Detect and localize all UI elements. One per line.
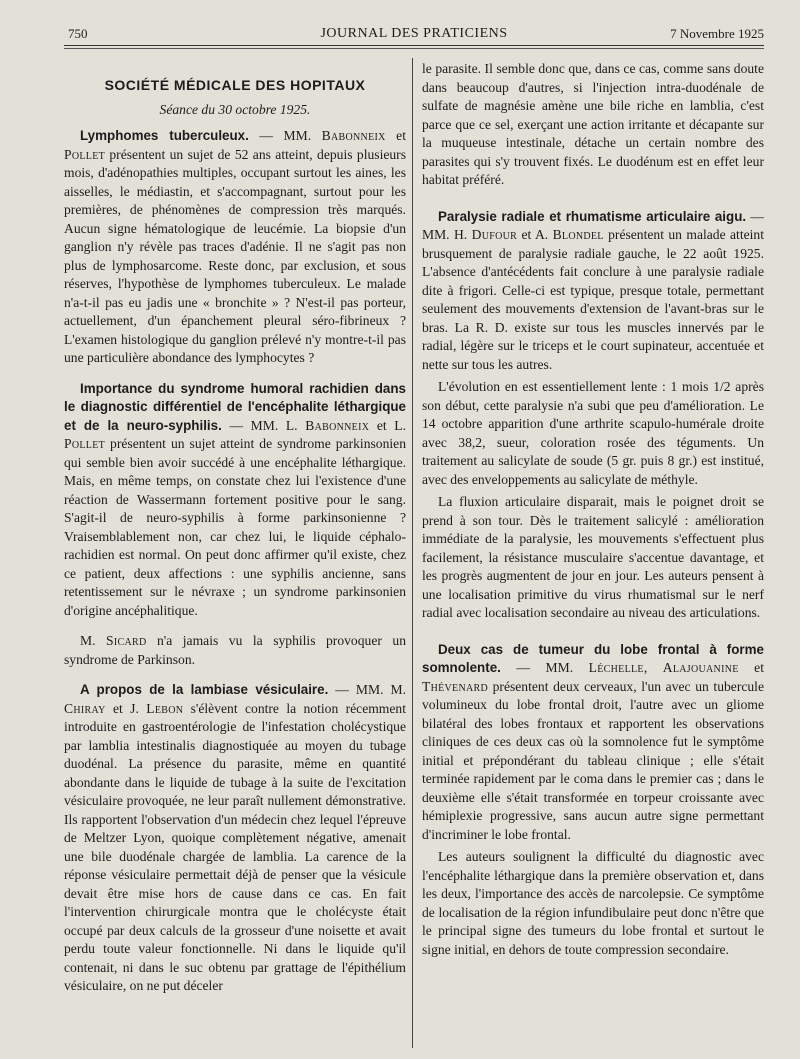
article-continuation: le parasite. Il semble donc que, dans ce cas, comme sans doute dans beaucoup d'autres, si l'injection intra-duodénale de sulfate de magnésie amène une bile riche en lamblia, c'est parce que ce sel, exerçant une action irritante et décapante sur la muqueuse intestinale, détache un certain nombre des parasites qui s'y trouvent fixés. Le duodénum est en effet leur habitat préféré. <box>422 61 764 187</box>
article-title: Importance du syndrome humoral rachidien dans le diagnostic différentiel de l'encéphalite léthargique et de la neuro-syphilis. <box>64 380 406 433</box>
article-lambiase: A propos de la lambiase vésiculaire. — MM. M. Chiray et J. Lebon s'élèvent contre la notion récemment introduite en gastroentérologie de l'infestation cholécystique par lamblia intestinalis diagnostiquée au moyen du tubage duodénal. La présence du parasite, même en quantité abondante dans le liquide de tubage à la suite de l'excitation vésiculaire provoquée, ne leur paraît nullement démonstrative. Ils rapportent l'observation d'un médecin chez lequel l'épreuve de Meltzer Lyon, quoique complètement négative, amenait une bile duodénale chargée de lamblia. La carence de la réponse vésiculaire permettait déjà de penser que la vésicule devait être mise hors de cause dans ce cas. En fait l'intervention chirurgicale montra que le cholécyste était occupé par deux calculs de la grosseur d'une noisette et avait perdu toute valeur fonctionnelle. Ni dans le liquide qu'il contenait, ni dans le suc obtenu par grattage de l'épithélium vésiculaire, on ne put déceler <box>64 682 406 993</box>
article-paragraph: Les auteurs soulignent la difficulté du diagnostic avec l'encéphalite léthargique dans la première observation et, dans les deux, l'importance des accès de narcolepsie. Ce symptôme de localisation de la région infundibulaire peut donc n'être que le principal signe des tumeurs du lobe frontal et surtout le signe initial, en dehors de toute compression secondaire. <box>422 849 764 957</box>
article-body: présentent un malade atteint brusquement de paralysie radiale gauche, le 22 août 1925. L'absence d'antécédents fait conclure à une paralysie radiale dite à frigori. Celle-ci est typique, presque totale, permettant seulement des mouvements d'extension de l'avant-bras sur le bras. La R. D. existe sur tous les muscles innervés par le radial, légère sur le triceps et le court supinateur, accentuée et nette sur tous les autres. <box>422 227 764 372</box>
author-name: Chiray <box>64 700 106 716</box>
author-name: Thévenard <box>422 678 488 694</box>
left-column <box>64 60 406 1008</box>
header-rule <box>64 45 764 46</box>
article-comment: M. Sicard n'a jamais vu la syphilis provoquer un syndrome de Parkinson. <box>64 633 406 667</box>
article-title: Paralysie radiale et rhumatisme articulaire aigu. <box>438 208 747 224</box>
article-body: présentent un sujet atteint de syndrome parkinsonien qui semble bien avoir succédé à une encéphalite léthargique. Mais, en même temps, on constate chez lui l'existence d'une réaction de Wassermann fortement positive pour le sang. S'agit-il de neuro-syphilis à forme parkinsonienne ? Vraisemblablement non, car chez lui, le liquide céphalo-rachidien est normal. On peut donc affirmer qu'il existe, chez ce patient, deux affections : une syphilis ancienne, sans retentissement sur le névraxe ; un syndrome parkinsonien d'origine ancéphalitique. <box>64 436 406 618</box>
author-name: Léchelle <box>588 660 644 675</box>
author-name: Blondel <box>552 227 604 242</box>
article-tumeur-lobe-frontal: Deux cas de tumeur du lobe frontal à forme somnolente. — MM. Léchelle, Alajouanine et Thévenard présentent deux cerveaux, l'un avec un tubercule volumineux du lobe frontal droit, l'autre avec un gliome bilatéral des lobes frontaux et rapportent les observations cliniques de ces deux cas où la somnolence fut le symptôme initial et prépondérant du tableau clinique ; elle s'était terminée rapidement par le coma dans le premier cas ; dans le deuxième elle s'était transformée en torpeur croissante avec hémiplexie progressive, sans aucun autre signe permettant d'incriminer le lobe frontal. <box>422 641 764 842</box>
author-name: Sicard <box>106 633 147 648</box>
issue-date: 7 Novembre 1925 <box>670 26 764 41</box>
author-name: Babonneix <box>305 417 370 433</box>
article-body: s'élèvent contre la notion récemment introduite en gastroentérologie de l'infestation cholécystique par lamblia intestinalis diagnostiquée au moyen du tubage duodénal. La présence du parasite, même en quantité abondante dans le liquide de tubage à la suite de l'excitation vésiculaire provoquée, ne leur paraît nullement démonstrative. Ils rapportent l'observation d'un médecin chez lequel l'épreuve de Meltzer Lyon, quoique complètement négative, amenait une bile duodénale chargée de lamblia. La carence de la réponse vésiculaire permettait déjà de penser que la vésicule devait être mise hors de cause dans ce cas. En fait l'intervention chirurgicale montra que le cholécyste était occupé par deux calculs de la grosseur d'une noisette et avait perdu toute valeur fonctionnelle. Ni dans le liquide qu'il contenait, ni dans le suc obtenu par grattage de l'épithélium vésiculaire, on ne put déceler <box>64 700 406 993</box>
article-title: A propos de la lambiase vésiculaire. <box>80 682 329 697</box>
article-body: présentent un sujet de 52 ans atteint, depuis plusieurs mois, d'adénopathies multiples, occupant surtout les aines, les aisselles, le médiastin, et s'accompagnant, surtout pour les premières, de phénomènes de compression très marqués. Aucun signe hématologique de leucémie. La biopsie d'un ganglion n'y révèle pas traces d'adénie. Il ne s'agit pas non plus de lymphosarcome. Reste donc, par exclusion, et sous réserves, l'hypothèse de lymphomes tuberculeux. Le malade n'a-t-il pas eu jadis une « bronchite » ? N'est-il pas porteur, actuellement, d'un épanchement pleural séro-fibrineux ? L'examen histologique du ganglion prélevé n'y montre-t-il pas une particulière abondance des lymphocytes ? <box>64 146 406 365</box>
article-syndrome-humoral: Importance du syndrome humoral rachidien dans le diagnostic différentiel de l'encéphalite léthargique et de la neuro-syphilis. — MM. L. Babonneix et L. Pollet présentent un sujet atteint de syndrome parkinsonien qui semble bien avoir succédé à une encéphalite léthargique. Mais, en même temps, on constate chez lui l'existence d'une réaction de Wassermann fortement positive pour le sang. S'agit-il de neuro-syphilis à forme parkinsonienne ? Vraisemblablement non, car chez lui, le liquide céphalo-rachidien est normal. On peut donc affirmer qu'il existe, chez ce patient, deux affections : une syphilis ancienne, sans retentissement sur le névraxe ; un syndrome parkinsonien d'origine ancéphalitique. <box>64 380 407 618</box>
article-paragraph: La fluxion articulaire disparait, mais le poignet droit se prend à son tour. Dès le traitement salicylé : amélioration immédiate de la paralysie, les mouvements s'effectuent plus facilement, la résistance musculaire s'accentue davantage, et les progrès augmentent de jour en jour. Les auteurs pensent à une localisation primitive du virus rhumatismal sur le nerf radial avec localisation secondaire au niveau des articulations. <box>422 494 764 620</box>
author-name: Pollet <box>64 146 106 162</box>
page-number: 750 <box>68 26 88 41</box>
author-name: Babonneix <box>321 128 386 143</box>
author-name: Alajouanine <box>662 660 739 675</box>
section-title: SOCIÉTÉ MÉDICALE DES HOPITAUX <box>104 77 366 93</box>
header-rule-secondary <box>64 48 764 49</box>
article-paragraph: L'évolution en est essentiellement lente : 1 mois 1/2 après son début, cette paralysie n'a subi que peu d'amélioration. Le 14 octobre apparition d'une arthrite scapulo-humérale droite avec 38,2, sueur, coloration rosée des téguments. Un traitement au salicylate de soude (5 gr. puis 8 gr.) est institué, avec des enveloppements au salicylate de méthyle. <box>422 379 764 487</box>
article-body: présentent deux cerveaux, l'un avec un tubercule volumineux du lobe frontal droit, l'autre avec un gliome bilatéral des lobes frontaux et rapportent les observations cliniques de ces deux cas où la somnolence fut le symptôme initial et prépondérant du tableau clinique ; elle s'était terminée rapidement par le coma dans le premier cas ; dans le deuxième elle s'était transformée en torpeur croissante avec hémiplexie progressive, sans aucun autre signe permettant d'incriminer le lobe frontal. <box>422 678 764 842</box>
right-column <box>422 60 764 971</box>
author-name: Lebon <box>146 700 184 716</box>
article-lymphomes: Lymphomes tuberculeux. — MM. Babonneix et Pollet présentent un sujet de 52 ans atteint, depuis plusieurs mois, d'adénopathies multiples, occupant surtout les aines, les aisselles, le médiastin, et s'accompagnant, surtout pour les premières, de phénomènes de compression très marqués. Aucun signe hématologique de leucémie. La biopsie d'un ganglion n'y révèle pas traces d'adénie. Il ne s'agit pas non plus de lymphosarcome. Reste donc, par exclusion, et sous réserves, l'hypothèse de lymphomes tuberculeux. Le malade n'a-t-il pas eu jadis une « bronchite » ? N'est-il pas porteur, actuellement, d'un épanchement pleural séro-fibrineux ? L'examen histologique du ganglion prélevé n'y montre-t-il pas une particulière abondance des lymphocytes ? <box>64 128 406 365</box>
journal-title: JOURNAL DES PRATICIENS <box>320 26 508 41</box>
article-title: Deux cas de tumeur du lobe frontal à forme somnolente. <box>422 641 764 675</box>
article-title: Lymphomes tuberculeux. <box>80 128 249 143</box>
author-name: Pollet <box>64 436 106 451</box>
article-paralysie-radiale: Paralysie radiale et rhumatisme articulaire aigu. — MM. H. Dufour et A. Blondel présentent un malade atteint brusquement de paralysie radiale gauche, le 22 août 1925. L'absence d'antécédents fait conclure à une paralysie radiale dite à frigori. Celle-ci est typique, presque totale, permettant seulement des mouvements d'extension de l'avant-bras sur le bras. La R. D. existe sur tous les muscles innervés par le radial, légère sur le triceps et le court supinateur, accentuée et nette sur tous les autres. <box>422 208 764 372</box>
page-header <box>64 22 764 46</box>
author-name: Dufour <box>471 227 518 242</box>
session-date: Séance du 30 octobre 1925. <box>159 101 311 117</box>
column-divider <box>412 58 413 1048</box>
